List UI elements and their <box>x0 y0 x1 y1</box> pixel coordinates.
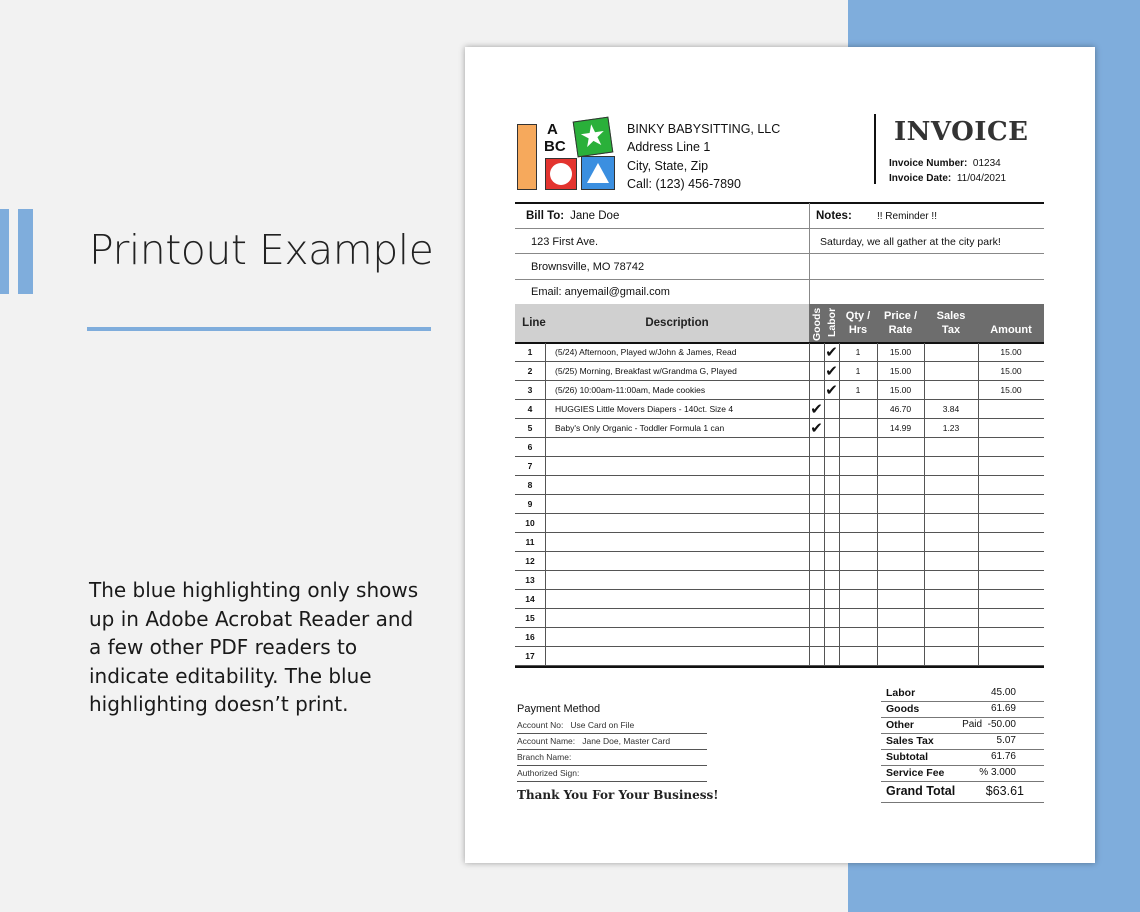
labor-check[interactable]: ✔ <box>825 363 838 380</box>
line-number: 6 <box>527 442 533 452</box>
accent-bars <box>0 209 34 294</box>
total-row-sales-tax <box>881 734 1044 750</box>
invoice-title: INVOICE <box>894 117 1029 147</box>
item-description[interactable]: Baby's Only Organic - Toddler Formula 1 can <box>555 423 725 433</box>
col-divider <box>839 343 840 667</box>
bill-row-line <box>515 253 1044 254</box>
item-tax[interactable]: 3.84 <box>942 404 960 414</box>
total-value: 5.07 <box>996 735 1016 746</box>
goods-check[interactable]: ✔ <box>810 420 823 437</box>
title-underline <box>87 327 431 331</box>
invoice-date-label: Invoice Date: <box>889 173 952 184</box>
table-row <box>515 609 1044 628</box>
line-number: 15 <box>525 613 535 623</box>
table-row <box>515 400 1044 419</box>
bill-row-line <box>515 228 1044 229</box>
col-qty-line2: Hrs <box>848 324 868 336</box>
company-name: BINKY BABYSITTING, LLC <box>627 122 781 136</box>
payment-method-title: Payment Method <box>517 703 601 715</box>
item-tax[interactable]: 1.23 <box>942 423 960 433</box>
notes <box>816 210 937 222</box>
total-value[interactable]: % 3.000 <box>979 767 1016 778</box>
line-number: 11 <box>525 537 535 547</box>
payment-label: Authorized Sign: <box>517 768 580 778</box>
star-icon: ★ <box>573 117 614 158</box>
table-row <box>515 476 1044 495</box>
invoice-date[interactable]: 11/04/2021 <box>956 173 1007 184</box>
item-qty[interactable]: 1 <box>855 347 861 357</box>
invoice-number[interactable]: 01234 <box>972 158 1001 169</box>
bill-to-label: Bill To: <box>526 210 565 222</box>
table-row <box>515 533 1044 552</box>
line-number: 12 <box>525 556 535 566</box>
line-number: 4 <box>527 404 533 414</box>
col-divider <box>924 343 925 667</box>
total-row-goods <box>881 702 1044 718</box>
col-description: Description <box>645 317 709 329</box>
grand-total-row <box>881 783 1044 803</box>
line-number: 3 <box>527 385 533 395</box>
triangle-icon <box>581 156 615 190</box>
col-price <box>877 309 924 337</box>
company-city: City, State, Zip <box>627 158 709 173</box>
logo-letters-bc: BC <box>544 138 566 155</box>
item-description[interactable]: (5/24) Afternoon, Played w/John & James, Read <box>555 347 737 357</box>
payment-value[interactable]: Use Card on File <box>570 720 635 730</box>
item-price[interactable]: 15.00 <box>889 347 912 357</box>
col-sales-tax <box>924 309 978 337</box>
total-row-other[interactable] <box>881 718 1044 734</box>
total-value: 61.76 <box>990 751 1016 762</box>
total-label: Other <box>886 719 915 731</box>
payment-label: Account Name: <box>517 736 576 746</box>
table-row <box>515 343 1044 362</box>
notes-title[interactable]: !! Reminder !! <box>876 211 937 222</box>
bill-to-city[interactable]: Brownsville, MO 78742 <box>531 261 645 273</box>
item-price[interactable]: 46.70 <box>889 404 912 414</box>
col-line: Line <box>522 317 546 329</box>
table-row <box>515 571 1044 590</box>
invoice-page <box>465 47 1095 863</box>
payment-row[interactable] <box>517 718 707 734</box>
item-amount[interactable]: 15.00 <box>1000 366 1022 376</box>
item-description[interactable]: HUGGIES Little Movers Diapers - 140ct. Size 4 <box>555 404 734 414</box>
col-divider <box>824 343 825 667</box>
line-number: 13 <box>525 575 535 585</box>
item-description[interactable]: (5/26) 10:00am-11:00am, Made cookies <box>555 385 706 395</box>
bill-to-email[interactable]: Email: anyemail@gmail.com <box>531 286 670 298</box>
top-rule <box>515 202 1044 204</box>
col-qty-line1: Qty / <box>845 310 871 322</box>
table-row <box>515 647 1044 666</box>
item-qty[interactable]: 1 <box>855 385 861 395</box>
total-value: 45.00 <box>990 687 1016 698</box>
line-number: 10 <box>525 518 535 528</box>
header-divider <box>874 114 876 184</box>
table-row <box>515 628 1044 647</box>
col-price-line1: Price / <box>883 310 918 322</box>
col-amount: Amount <box>990 324 1032 336</box>
total-row-labor <box>881 686 1044 702</box>
circle-icon <box>545 158 577 190</box>
bill-to-name[interactable]: Jane Doe <box>570 210 620 222</box>
col-goods: Goods <box>811 307 823 341</box>
line-number: 14 <box>525 594 535 604</box>
item-description[interactable]: (5/25) Morning, Breakfast w/Grandma G, Played <box>555 366 737 376</box>
notes-label: Notes: <box>816 210 852 222</box>
total-label: Service Fee <box>886 767 945 779</box>
col-divider <box>545 343 546 667</box>
total-label: Goods <box>886 703 920 715</box>
table-row <box>515 419 1044 438</box>
col-labor: Labor <box>826 307 838 337</box>
item-price[interactable]: 14.99 <box>889 423 912 433</box>
payment-row[interactable] <box>517 734 707 750</box>
line-number: 7 <box>527 461 533 471</box>
slide-note: The blue highlighting only shows up in Adobe Acrobat Reader and a few other PDF readers to indicate editability. The blue highlighting doesn’t print. <box>89 578 419 716</box>
col-qty <box>839 309 877 337</box>
payment-label: Account No: <box>517 720 564 730</box>
goods-check[interactable]: ✔ <box>810 401 823 418</box>
line-number: 8 <box>527 480 533 490</box>
company-phone: Call: (123) 456-7890 <box>627 176 741 191</box>
logo-letter-a: A <box>547 121 558 138</box>
slide-title: Printout Example <box>89 226 434 274</box>
line-number: 16 <box>525 632 535 642</box>
table-row <box>515 552 1044 571</box>
total-value: 61.69 <box>990 703 1016 714</box>
bill-to-street[interactable]: 123 First Ave. <box>531 236 599 248</box>
table-row <box>515 514 1044 533</box>
line-items-table <box>515 343 1044 666</box>
table-row <box>515 438 1044 457</box>
payment-value[interactable]: Jane Doe, Master Card <box>582 736 671 746</box>
table-row <box>515 362 1044 381</box>
bill-row-line <box>515 279 1044 280</box>
total-label: Subtotal <box>886 751 928 763</box>
line-number: 2 <box>527 366 533 376</box>
col-tax-line2: Tax <box>941 324 961 336</box>
notes-text[interactable]: Saturday, we all gather at the city park! <box>820 236 1001 248</box>
item-qty[interactable]: 1 <box>855 366 861 376</box>
total-row-subtotal <box>881 750 1044 766</box>
item-amount[interactable]: 15.00 <box>1000 385 1022 395</box>
invoice-number-label: Invoice Number: <box>889 158 968 169</box>
company-address: Address Line 1 <box>627 140 711 155</box>
total-row-service-fee[interactable] <box>881 766 1044 782</box>
labor-check[interactable]: ✔ <box>825 344 838 361</box>
item-amount[interactable]: 15.00 <box>1000 347 1022 357</box>
grand-total-value: $63.61 <box>985 784 1024 798</box>
col-divider <box>978 343 979 667</box>
col-price-line2: Rate <box>888 324 913 336</box>
table-row <box>515 495 1044 514</box>
item-price[interactable]: 15.00 <box>889 385 912 395</box>
total-label: Labor <box>886 687 916 699</box>
table-row <box>515 381 1044 400</box>
payment-row[interactable] <box>517 766 707 782</box>
bill-to <box>526 210 619 222</box>
table-row <box>515 457 1044 476</box>
line-number: 17 <box>525 651 535 661</box>
col-tax-line1: Sales <box>936 310 966 322</box>
total-value[interactable]: Paid -50.00 <box>962 719 1016 730</box>
total-label: Sales Tax <box>886 735 934 747</box>
col-divider <box>877 343 878 667</box>
line-number: 1 <box>527 347 533 357</box>
payment-label: Branch Name: <box>517 752 572 762</box>
col-divider <box>809 343 810 667</box>
table-bottom-rule <box>515 666 1044 668</box>
line-number: 5 <box>527 423 533 433</box>
thank-you-message: Thank You For Your Business! <box>517 788 719 802</box>
company-info <box>627 120 780 193</box>
line-number: 9 <box>527 499 533 509</box>
payment-row[interactable] <box>517 750 707 766</box>
item-price[interactable]: 15.00 <box>889 366 912 376</box>
invoice-meta <box>889 156 1006 186</box>
logo-bar-block <box>517 124 537 190</box>
labor-check[interactable]: ✔ <box>825 382 838 399</box>
table-row <box>515 590 1044 609</box>
grand-total-label: Grand Total <box>886 784 956 798</box>
